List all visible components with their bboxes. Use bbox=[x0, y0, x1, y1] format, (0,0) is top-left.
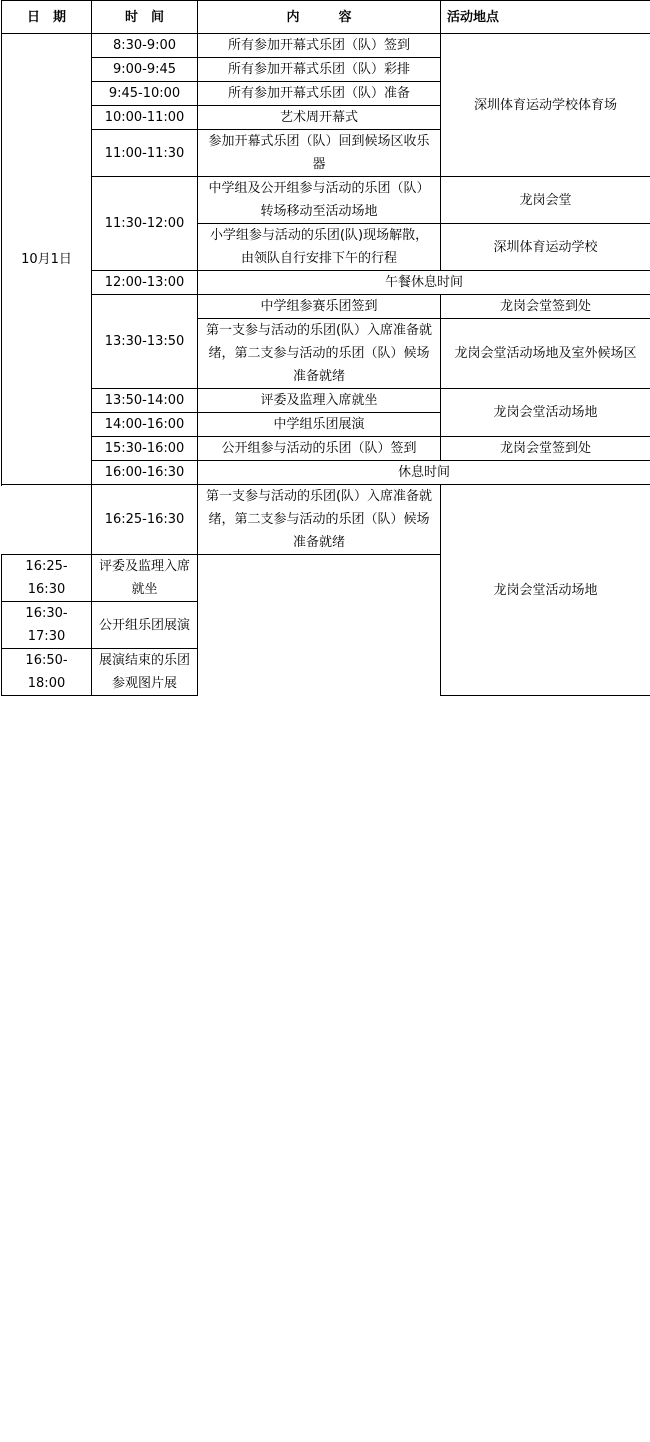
content-cell: 公开组乐团展演 bbox=[92, 602, 198, 649]
time-cell: 13:30-13:50 bbox=[92, 295, 198, 389]
table-row bbox=[2, 34, 650, 58]
time-cell: 13:50-14:00 bbox=[92, 389, 198, 413]
content-cell: 午餐休息时间 bbox=[198, 271, 650, 295]
time-cell: 16:00-16:30 bbox=[92, 461, 198, 485]
time-cell: 10:00-11:00 bbox=[92, 106, 198, 130]
content-cell: 公开组参与活动的乐团（队）签到 bbox=[198, 437, 441, 461]
content-cell: 艺术周开幕式 bbox=[198, 106, 441, 130]
time-cell: 11:00-11:30 bbox=[92, 130, 198, 177]
header-date: 日 期 bbox=[2, 1, 92, 34]
header-content: 内 容 bbox=[198, 1, 441, 34]
content-cell: 中学组乐团展演 bbox=[198, 413, 441, 437]
location-cell: 龙岗会堂活动场地及室外候场区 bbox=[441, 319, 650, 389]
content-cell: 休息时间 bbox=[198, 461, 650, 485]
location-cell: 龙岗会堂 bbox=[441, 177, 650, 224]
content-cell: 所有参加开幕式乐团（队）彩排 bbox=[198, 58, 441, 82]
time-cell: 8:30-9:00 bbox=[92, 34, 198, 58]
table-row bbox=[2, 271, 650, 295]
time-cell: 16:25-16:30 bbox=[92, 485, 198, 555]
content-cell: 评委及监理入席就坐 bbox=[198, 389, 441, 413]
content-cell: 所有参加开幕式乐团（队）签到 bbox=[198, 34, 441, 58]
time-cell: 9:00-9:45 bbox=[92, 58, 198, 82]
table-row bbox=[2, 295, 650, 319]
table-row bbox=[2, 389, 650, 413]
date-cell: 10月1日 bbox=[2, 34, 92, 485]
time-cell: 12:00-13:00 bbox=[92, 271, 198, 295]
content-cell: 展演结束的乐团参观图片展 bbox=[92, 649, 198, 696]
content-cell: 中学组参赛乐团签到 bbox=[198, 295, 441, 319]
content-cell: 第一支参与活动的乐团(队）入席准备就绪，第二支参与活动的乐团（队）候场准备就绪 bbox=[198, 319, 441, 389]
table-row bbox=[2, 437, 650, 461]
time-cell: 14:00-16:00 bbox=[92, 413, 198, 437]
time-cell: 16:30-17:30 bbox=[2, 602, 92, 649]
time-cell: 9:45-10:00 bbox=[92, 82, 198, 106]
time-cell: 16:25-16:30 bbox=[2, 555, 92, 602]
location-cell: 龙岗会堂签到处 bbox=[441, 295, 650, 319]
header-row bbox=[2, 1, 650, 34]
content-cell: 所有参加开幕式乐团（队）准备 bbox=[198, 82, 441, 106]
schedule-table bbox=[1, 0, 650, 696]
content-cell: 评委及监理入席就坐 bbox=[92, 555, 198, 602]
header-time: 时 间 bbox=[92, 1, 198, 34]
time-cell: 16:50-18:00 bbox=[2, 649, 92, 696]
location-cell: 龙岗会堂签到处 bbox=[441, 437, 650, 461]
location-cell: 深圳体育运动学校体育场 bbox=[441, 34, 650, 177]
location-cell: 深圳体育运动学校 bbox=[441, 224, 650, 271]
content-cell: 中学组及公开组参与活动的乐团（队）转场移动至活动场地 bbox=[198, 177, 441, 224]
location-cell: 龙岗会堂活动场地 bbox=[441, 485, 650, 696]
content-cell: 第一支参与活动的乐团(队）入席准备就绪，第二支参与活动的乐团（队）候场准备就绪 bbox=[198, 485, 441, 555]
table-row bbox=[2, 461, 650, 485]
header-location: 活动地点 bbox=[441, 1, 650, 34]
content-cell: 参加开幕式乐团（队）回到候场区收乐器 bbox=[198, 130, 441, 177]
location-cell: 龙岗会堂活动场地 bbox=[441, 389, 650, 437]
content-cell: 小学组参与活动的乐团(队)现场解散，由领队自行安排下午的行程 bbox=[198, 224, 441, 271]
time-cell: 11:30-12:00 bbox=[92, 177, 198, 271]
time-cell: 15:30-16:00 bbox=[92, 437, 198, 461]
